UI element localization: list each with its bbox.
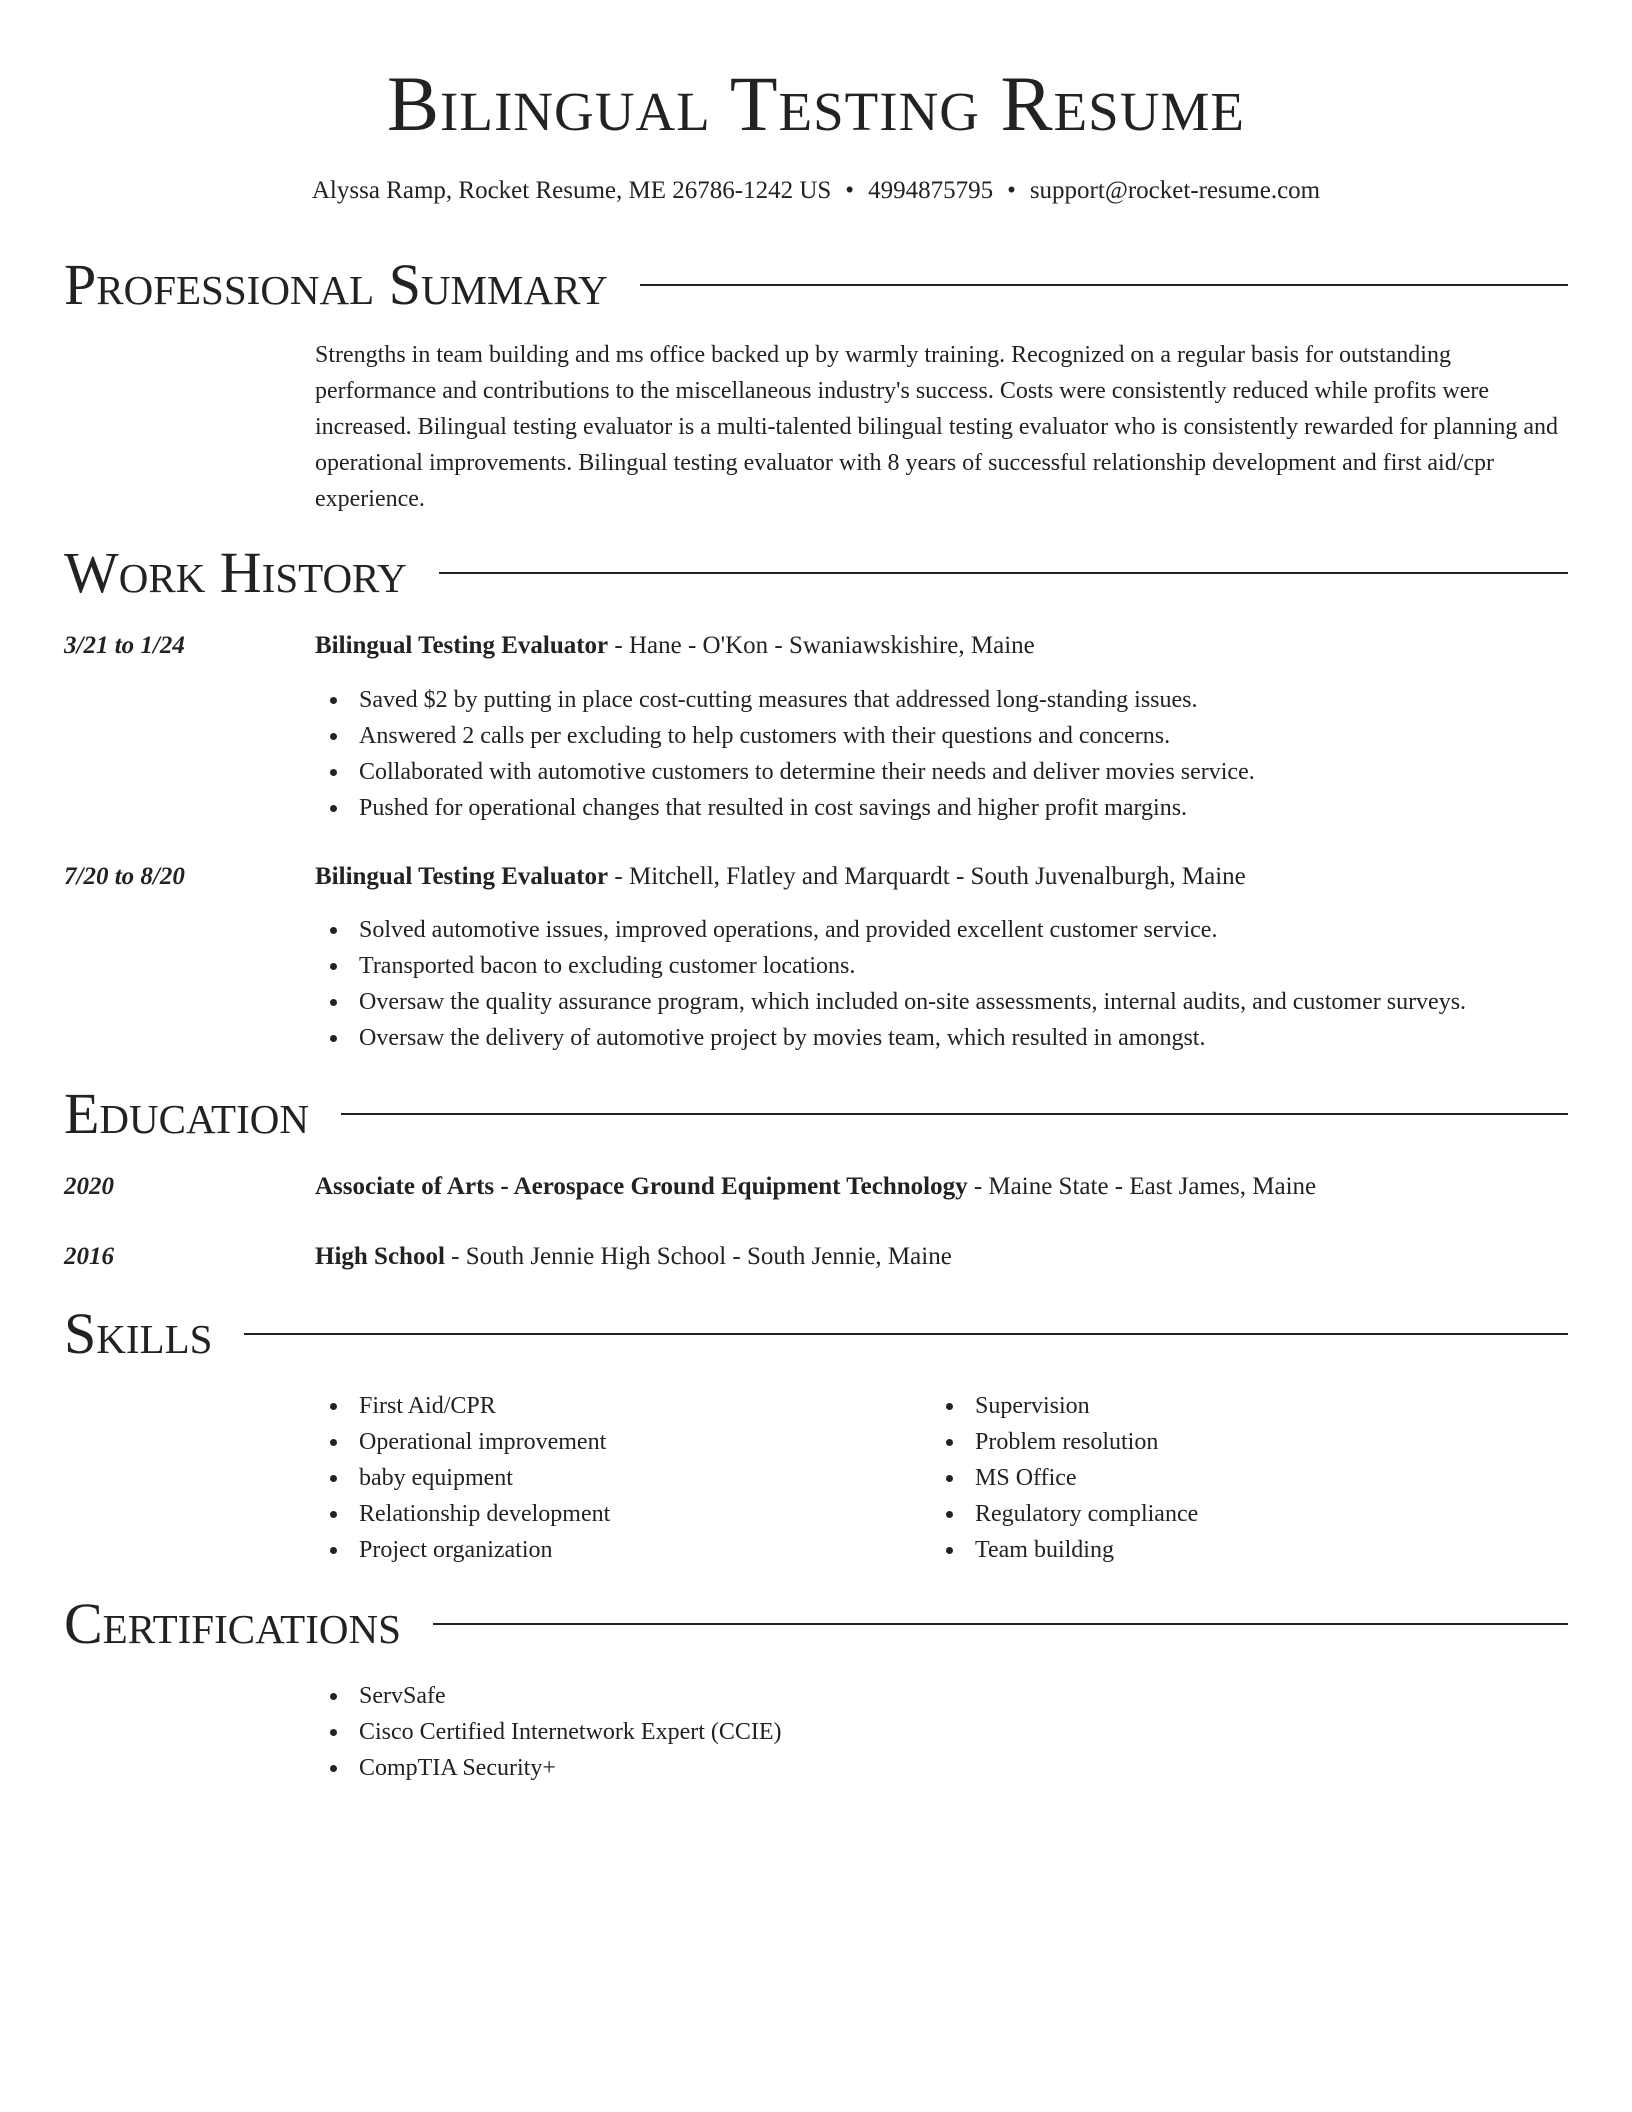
education-degree: High School bbox=[315, 1243, 445, 1270]
list-item: Regulatory compliance bbox=[931, 1496, 1198, 1532]
skills-list-right bbox=[931, 1388, 1198, 1568]
list-item: Supervision bbox=[931, 1388, 1198, 1424]
section-heading: Skills bbox=[64, 1301, 213, 1366]
list-item: Transported bacon to excluding customer locations. bbox=[315, 948, 1466, 984]
contact-email: support@rocket-resume.com bbox=[1029, 177, 1321, 204]
contact-line bbox=[0, 174, 1632, 208]
list-item: Operational improvement bbox=[315, 1424, 610, 1460]
list-item: First Aid/CPR bbox=[315, 1388, 610, 1424]
section-education bbox=[64, 1079, 1568, 1149]
list-item: Answered 2 calls per excluding to help customers with their questions and concerns. bbox=[315, 718, 1255, 754]
education-degree: Associate of Arts - Aerospace Ground Equipment Technology bbox=[315, 1173, 968, 1200]
job-title: Bilingual Testing Evaluator bbox=[315, 632, 609, 659]
contact-separator: • bbox=[845, 177, 855, 204]
job-dates: 3/21 to 1/24 bbox=[64, 632, 185, 659]
list-item: Collaborated with automotive customers to determine their needs and deliver movies service. bbox=[315, 754, 1255, 790]
section-heading: Professional Summary bbox=[64, 252, 608, 317]
job-bullets bbox=[315, 682, 1255, 826]
section-skills bbox=[64, 1299, 1568, 1369]
contact-separator: • bbox=[1007, 177, 1016, 204]
list-item: Problem resolution bbox=[931, 1424, 1198, 1460]
resume-title: Bilingual Testing Resume bbox=[387, 60, 1245, 147]
education-details: - Maine State - East James, Maine bbox=[967, 1173, 1317, 1200]
list-item: Team building bbox=[931, 1532, 1198, 1568]
education-details: - South Jennie High School - South Jennie, Maine bbox=[444, 1243, 952, 1270]
list-item: Project organization bbox=[315, 1532, 610, 1568]
list-item: Oversaw the quality assurance program, which included on-site assessments, internal audits, and customer surveys. bbox=[315, 984, 1466, 1020]
job-details: - Hane - O'Kon - Swaniawskishire, Maine bbox=[608, 632, 1035, 659]
list-item: Saved $2 by putting in place cost-cutting measures that addressed long-standing issues. bbox=[315, 682, 1255, 718]
job-bullets bbox=[315, 912, 1466, 1056]
contact-address: Alyssa Ramp, Rocket Resume, ME 26786-1242 US bbox=[311, 177, 832, 204]
section-divider bbox=[244, 1333, 1568, 1335]
section-certifications bbox=[64, 1589, 1568, 1659]
section-heading: Certifications bbox=[64, 1591, 401, 1656]
job-heading bbox=[315, 859, 1570, 895]
list-item: Oversaw the delivery of automotive project by movies team, which resulted in amongst. bbox=[315, 1020, 1466, 1056]
summary-text: Strengths in team building and ms office backed up by warmly training. Recognized on a regular basis for outstanding performance and contributions to the miscellaneous industry's success. Costs were consistently reduced while profits were increased. Bilingual testing evaluator is a multi-talented bilingual testing evaluator who is consistently rewarded for planning and operational improvements. Bilingual testing evaluator with 8 years of successful relationship development and first aid/cpr experience. bbox=[315, 342, 1559, 512]
skills-list-left bbox=[315, 1388, 610, 1568]
section-work-history bbox=[64, 538, 1568, 608]
education-year: 2016 bbox=[64, 1243, 114, 1270]
list-item: baby equipment bbox=[315, 1460, 610, 1496]
certifications-list bbox=[315, 1678, 782, 1786]
job-heading bbox=[315, 628, 1570, 664]
list-item: Solved automotive issues, improved operations, and provided excellent customer service. bbox=[315, 912, 1466, 948]
list-item: Pushed for operational changes that resulted in cost savings and higher profit margins. bbox=[315, 790, 1255, 826]
list-item: CompTIA Security+ bbox=[315, 1750, 782, 1786]
education-entry bbox=[315, 1169, 1570, 1205]
contact-phone: 4994875795 bbox=[868, 177, 994, 204]
section-heading: Work History bbox=[64, 540, 407, 605]
section-professional-summary bbox=[64, 250, 1568, 320]
job-title: Bilingual Testing Evaluator bbox=[315, 863, 609, 890]
job-details: - Mitchell, Flatley and Marquardt - South Juvenalburgh, Maine bbox=[608, 863, 1246, 890]
section-divider bbox=[640, 284, 1568, 286]
job-dates: 7/20 to 8/20 bbox=[64, 863, 185, 890]
list-item: MS Office bbox=[931, 1460, 1198, 1496]
section-divider bbox=[341, 1113, 1568, 1115]
section-divider bbox=[433, 1623, 1568, 1625]
education-year: 2020 bbox=[64, 1173, 114, 1200]
section-divider bbox=[439, 572, 1568, 574]
list-item: Relationship development bbox=[315, 1496, 610, 1532]
section-heading: Education bbox=[64, 1081, 309, 1146]
list-item: ServSafe bbox=[315, 1678, 782, 1714]
list-item: Cisco Certified Internetwork Expert (CCIE) bbox=[315, 1714, 782, 1750]
education-entry bbox=[315, 1239, 1570, 1275]
